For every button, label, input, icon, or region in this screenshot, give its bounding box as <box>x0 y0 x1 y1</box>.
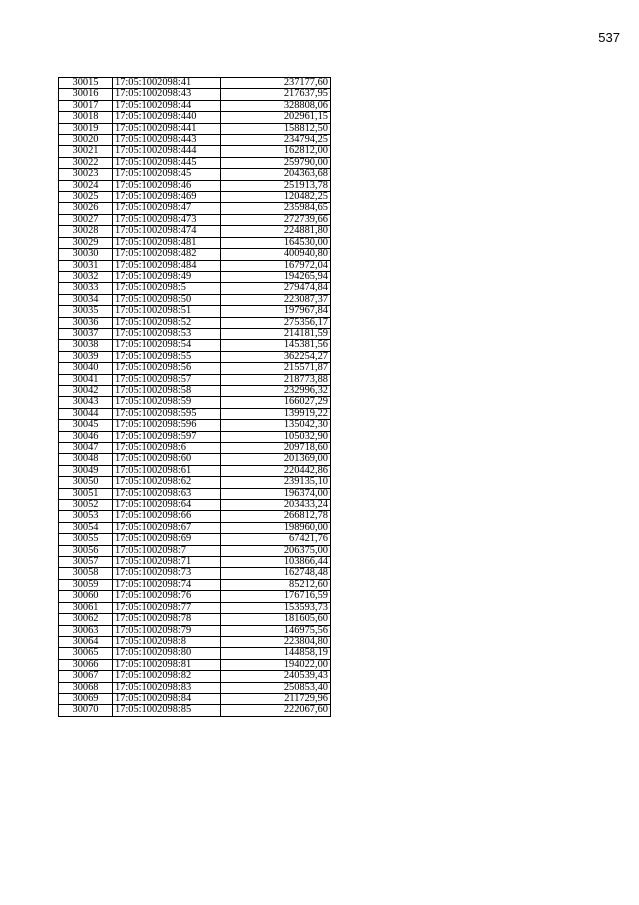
table-row <box>59 271 331 282</box>
row-number-cell: 30054 <box>59 522 113 533</box>
table-row <box>59 363 331 374</box>
table-row <box>59 283 331 294</box>
cadastral-number-cell: 17:05:1002098:57 <box>113 374 221 385</box>
row-number-cell: 30047 <box>59 443 113 454</box>
row-number-cell: 30063 <box>59 625 113 636</box>
table-row <box>59 249 331 260</box>
row-number-cell: 30016 <box>59 89 113 100</box>
value-cell: 209718,60 <box>221 443 331 454</box>
cadastral-number-cell: 17:05:1002098:77 <box>113 602 221 613</box>
row-number-cell: 30059 <box>59 579 113 590</box>
cadastral-number-cell: 17:05:1002098:46 <box>113 180 221 191</box>
cadastral-number-cell: 17:05:1002098:53 <box>113 328 221 339</box>
value-cell: 400940,80 <box>221 249 331 260</box>
cadastral-number-cell: 17:05:1002098:444 <box>113 146 221 157</box>
value-cell: 223804,80 <box>221 636 331 647</box>
table-row <box>59 89 331 100</box>
cadastral-number-cell: 17:05:1002098:45 <box>113 169 221 180</box>
table-row <box>59 123 331 134</box>
table-row <box>59 545 331 556</box>
row-number-cell: 30064 <box>59 636 113 647</box>
row-number-cell: 30026 <box>59 203 113 214</box>
value-cell: 223087,37 <box>221 294 331 305</box>
value-cell: 235984,65 <box>221 203 331 214</box>
row-number-cell: 30057 <box>59 557 113 568</box>
cadastral-number-cell: 17:05:1002098:52 <box>113 317 221 328</box>
row-number-cell: 30053 <box>59 511 113 522</box>
row-number-cell: 30061 <box>59 602 113 613</box>
value-cell: 202961,15 <box>221 112 331 123</box>
row-number-cell: 30034 <box>59 294 113 305</box>
cadastral-number-cell: 17:05:1002098:67 <box>113 522 221 533</box>
cadastral-number-cell: 17:05:1002098:79 <box>113 625 221 636</box>
row-number-cell: 30068 <box>59 682 113 693</box>
cadastral-number-cell: 17:05:1002098:43 <box>113 89 221 100</box>
cadastral-number-cell: 17:05:1002098:482 <box>113 249 221 260</box>
table-row <box>59 431 331 442</box>
row-number-cell: 30032 <box>59 271 113 282</box>
row-number-cell: 30044 <box>59 408 113 419</box>
cadastral-number-cell: 17:05:1002098:83 <box>113 682 221 693</box>
table-row <box>59 522 331 533</box>
cadastral-number-cell: 17:05:1002098:41 <box>113 78 221 89</box>
cadastral-number-cell: 17:05:1002098:8 <box>113 636 221 647</box>
cadastral-number-cell: 17:05:1002098:441 <box>113 123 221 134</box>
table-row <box>59 671 331 682</box>
cadastral-number-cell: 17:05:1002098:81 <box>113 659 221 670</box>
table-row <box>59 226 331 237</box>
value-cell: 166027,29 <box>221 397 331 408</box>
table-row <box>59 648 331 659</box>
row-number-cell: 30038 <box>59 340 113 351</box>
value-cell: 259790,00 <box>221 157 331 168</box>
table-row <box>59 294 331 305</box>
table-row <box>59 100 331 111</box>
table-row <box>59 180 331 191</box>
cadastral-number-cell: 17:05:1002098:481 <box>113 237 221 248</box>
value-cell: 162812,00 <box>221 146 331 157</box>
row-number-cell: 30065 <box>59 648 113 659</box>
value-cell: 222067,60 <box>221 705 331 716</box>
value-cell: 135042,30 <box>221 420 331 431</box>
table-row <box>59 374 331 385</box>
row-number-cell: 30021 <box>59 146 113 157</box>
cadastral-number-cell: 17:05:1002098:80 <box>113 648 221 659</box>
value-cell: 85212,60 <box>221 579 331 590</box>
value-cell: 203433,24 <box>221 500 331 511</box>
table-row <box>59 682 331 693</box>
table-row <box>59 568 331 579</box>
value-cell: 234794,25 <box>221 135 331 146</box>
row-number-cell: 30024 <box>59 180 113 191</box>
row-number-cell: 30050 <box>59 477 113 488</box>
cadastral-number-cell: 17:05:1002098:71 <box>113 557 221 568</box>
cadastral-number-cell: 17:05:1002098:85 <box>113 705 221 716</box>
value-cell: 103866,44 <box>221 557 331 568</box>
value-cell: 196374,00 <box>221 488 331 499</box>
cadastral-number-cell: 17:05:1002098:443 <box>113 135 221 146</box>
table-row <box>59 500 331 511</box>
cadastral-number-cell: 17:05:1002098:440 <box>113 112 221 123</box>
table-row <box>59 488 331 499</box>
row-number-cell: 30031 <box>59 260 113 271</box>
cadastral-number-cell: 17:05:1002098:51 <box>113 306 221 317</box>
cadastral-number-cell: 17:05:1002098:76 <box>113 591 221 602</box>
cadastral-number-cell: 17:05:1002098:484 <box>113 260 221 271</box>
table-row <box>59 454 331 465</box>
table-row <box>59 351 331 362</box>
table-row <box>59 579 331 590</box>
value-cell: 198960,00 <box>221 522 331 533</box>
row-number-cell: 30039 <box>59 351 113 362</box>
cadastral-number-cell: 17:05:1002098:7 <box>113 545 221 556</box>
table-row <box>59 705 331 716</box>
row-number-cell: 30055 <box>59 534 113 545</box>
value-cell: 120482,25 <box>221 192 331 203</box>
value-cell: 194265,94 <box>221 271 331 282</box>
cadastral-number-cell: 17:05:1002098:469 <box>113 192 221 203</box>
value-cell: 158812,50 <box>221 123 331 134</box>
page-number: 537 <box>598 30 620 45</box>
cadastral-number-cell: 17:05:1002098:74 <box>113 579 221 590</box>
row-number-cell: 30069 <box>59 693 113 704</box>
table-row <box>59 636 331 647</box>
table-row <box>59 420 331 431</box>
cadastral-number-cell: 17:05:1002098:84 <box>113 693 221 704</box>
cadastral-number-cell: 17:05:1002098:55 <box>113 351 221 362</box>
cadastral-number-cell: 17:05:1002098:49 <box>113 271 221 282</box>
row-number-cell: 30017 <box>59 100 113 111</box>
table-row <box>59 203 331 214</box>
table-row <box>59 625 331 636</box>
table-row <box>59 408 331 419</box>
value-cell: 105032,90 <box>221 431 331 442</box>
table-row <box>59 591 331 602</box>
row-number-cell: 30045 <box>59 420 113 431</box>
cadastral-number-cell: 17:05:1002098:63 <box>113 488 221 499</box>
cadastral-number-cell: 17:05:1002098:597 <box>113 431 221 442</box>
cadastral-number-cell: 17:05:1002098:44 <box>113 100 221 111</box>
value-cell: 67421,76 <box>221 534 331 545</box>
value-cell: 194022,00 <box>221 659 331 670</box>
cadastral-number-cell: 17:05:1002098:82 <box>113 671 221 682</box>
value-cell: 217637,95 <box>221 89 331 100</box>
cadastral-number-cell: 17:05:1002098:596 <box>113 420 221 431</box>
value-cell: 211729,96 <box>221 693 331 704</box>
row-number-cell: 30033 <box>59 283 113 294</box>
cadastral-number-cell: 17:05:1002098:47 <box>113 203 221 214</box>
value-cell: 176716,59 <box>221 591 331 602</box>
table-row <box>59 237 331 248</box>
cadastral-number-cell: 17:05:1002098:58 <box>113 385 221 396</box>
value-cell: 146975,56 <box>221 625 331 636</box>
cadastral-number-cell: 17:05:1002098:50 <box>113 294 221 305</box>
table-body <box>59 78 331 717</box>
row-number-cell: 30062 <box>59 614 113 625</box>
row-number-cell: 30022 <box>59 157 113 168</box>
cadastral-number-cell: 17:05:1002098:60 <box>113 454 221 465</box>
row-number-cell: 30025 <box>59 192 113 203</box>
table-row <box>59 78 331 89</box>
table-row <box>59 260 331 271</box>
row-number-cell: 30060 <box>59 591 113 602</box>
table-row <box>59 157 331 168</box>
cadastral-number-cell: 17:05:1002098:595 <box>113 408 221 419</box>
value-cell: 197967,84 <box>221 306 331 317</box>
table-row <box>59 397 331 408</box>
value-cell: 237177,60 <box>221 78 331 89</box>
table-row <box>59 306 331 317</box>
row-number-cell: 30052 <box>59 500 113 511</box>
cadastral-number-cell: 17:05:1002098:73 <box>113 568 221 579</box>
row-number-cell: 30070 <box>59 705 113 716</box>
table-row <box>59 534 331 545</box>
cadastral-number-cell: 17:05:1002098:64 <box>113 500 221 511</box>
cadastral-number-cell: 17:05:1002098:5 <box>113 283 221 294</box>
cadastral-number-cell: 17:05:1002098:61 <box>113 465 221 476</box>
value-cell: 250853,40 <box>221 682 331 693</box>
value-cell: 275356,17 <box>221 317 331 328</box>
table-row <box>59 169 331 180</box>
table-row <box>59 340 331 351</box>
cadastral-number-cell: 17:05:1002098:445 <box>113 157 221 168</box>
cadastral-number-cell: 17:05:1002098:59 <box>113 397 221 408</box>
value-cell: 272739,66 <box>221 214 331 225</box>
value-cell: 218773,88 <box>221 374 331 385</box>
value-cell: 220442,86 <box>221 465 331 476</box>
value-cell: 251913,78 <box>221 180 331 191</box>
value-cell: 328808,06 <box>221 100 331 111</box>
table-row <box>59 443 331 454</box>
row-number-cell: 30042 <box>59 385 113 396</box>
table-row <box>59 659 331 670</box>
table-row <box>59 693 331 704</box>
value-cell: 139919,22 <box>221 408 331 419</box>
table-row <box>59 328 331 339</box>
row-number-cell: 30029 <box>59 237 113 248</box>
row-number-cell: 30066 <box>59 659 113 670</box>
table-row <box>59 317 331 328</box>
value-cell: 215571,87 <box>221 363 331 374</box>
row-number-cell: 30030 <box>59 249 113 260</box>
cadastral-number-cell: 17:05:1002098:78 <box>113 614 221 625</box>
row-number-cell: 30019 <box>59 123 113 134</box>
value-cell: 214181,59 <box>221 328 331 339</box>
value-cell: 162748,48 <box>221 568 331 579</box>
row-number-cell: 30058 <box>59 568 113 579</box>
cadastral-number-cell: 17:05:1002098:69 <box>113 534 221 545</box>
row-number-cell: 30035 <box>59 306 113 317</box>
value-cell: 206375,00 <box>221 545 331 556</box>
value-cell: 145381,56 <box>221 340 331 351</box>
table-row <box>59 135 331 146</box>
value-cell: 167972,04 <box>221 260 331 271</box>
table-row <box>59 385 331 396</box>
value-cell: 153593,73 <box>221 602 331 613</box>
cadastral-number-cell: 17:05:1002098:62 <box>113 477 221 488</box>
row-number-cell: 30041 <box>59 374 113 385</box>
row-number-cell: 30040 <box>59 363 113 374</box>
row-number-cell: 30036 <box>59 317 113 328</box>
table-row <box>59 511 331 522</box>
cadastral-number-cell: 17:05:1002098:6 <box>113 443 221 454</box>
value-cell: 201369,00 <box>221 454 331 465</box>
value-cell: 164530,00 <box>221 237 331 248</box>
row-number-cell: 30043 <box>59 397 113 408</box>
row-number-cell: 30048 <box>59 454 113 465</box>
table-row <box>59 557 331 568</box>
value-cell: 362254,27 <box>221 351 331 362</box>
row-number-cell: 30020 <box>59 135 113 146</box>
value-cell: 239135,10 <box>221 477 331 488</box>
value-cell: 224881,80 <box>221 226 331 237</box>
table-row <box>59 192 331 203</box>
row-number-cell: 30018 <box>59 112 113 123</box>
table-row <box>59 146 331 157</box>
value-cell: 204363,68 <box>221 169 331 180</box>
row-number-cell: 30051 <box>59 488 113 499</box>
row-number-cell: 30056 <box>59 545 113 556</box>
row-number-cell: 30027 <box>59 214 113 225</box>
table-row <box>59 465 331 476</box>
value-cell: 279474,84 <box>221 283 331 294</box>
value-cell: 266812,78 <box>221 511 331 522</box>
table-row <box>59 112 331 123</box>
cadastral-value-table <box>58 77 331 717</box>
cadastral-number-cell: 17:05:1002098:66 <box>113 511 221 522</box>
table-row <box>59 214 331 225</box>
value-cell: 181605,60 <box>221 614 331 625</box>
table-row <box>59 602 331 613</box>
row-number-cell: 30015 <box>59 78 113 89</box>
table-row <box>59 614 331 625</box>
row-number-cell: 30067 <box>59 671 113 682</box>
row-number-cell: 30046 <box>59 431 113 442</box>
cadastral-number-cell: 17:05:1002098:473 <box>113 214 221 225</box>
value-cell: 240539,43 <box>221 671 331 682</box>
table-row <box>59 477 331 488</box>
cadastral-number-cell: 17:05:1002098:54 <box>113 340 221 351</box>
value-cell: 144858,19 <box>221 648 331 659</box>
row-number-cell: 30028 <box>59 226 113 237</box>
row-number-cell: 30037 <box>59 328 113 339</box>
cadastral-number-cell: 17:05:1002098:474 <box>113 226 221 237</box>
value-cell: 232996,32 <box>221 385 331 396</box>
row-number-cell: 30049 <box>59 465 113 476</box>
cadastral-number-cell: 17:05:1002098:56 <box>113 363 221 374</box>
row-number-cell: 30023 <box>59 169 113 180</box>
